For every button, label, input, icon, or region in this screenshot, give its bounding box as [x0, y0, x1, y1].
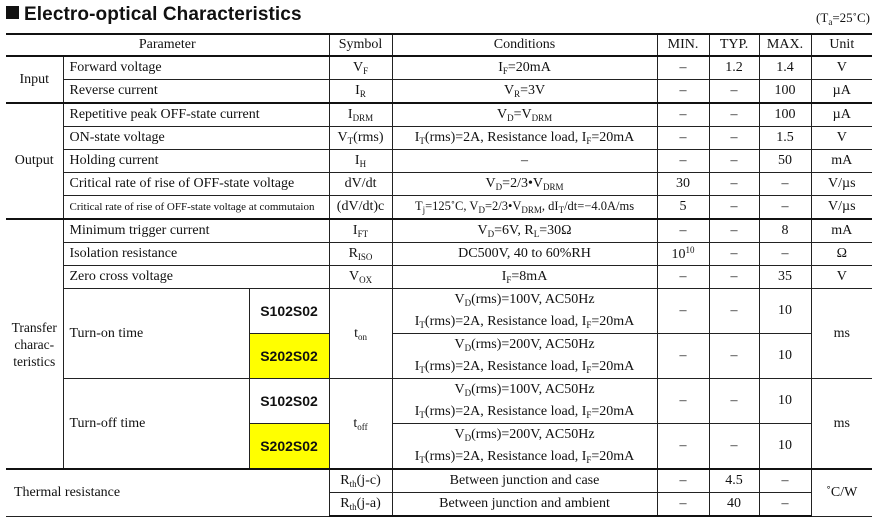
- table-row: S202S02 $V_D(rms)=200V$, AC50Hz – – 10: [6, 424, 872, 447]
- table-row: $I_T(rms)=2A$, Resistance load, $I_F=20mA$: [6, 356, 872, 379]
- min-cell: $10^{10}$: [657, 243, 709, 266]
- table-row: $I_T(rms)=2A$, Resistance load, $I_F=20mA$: [6, 446, 872, 469]
- device-s102s02: S102S02: [249, 289, 329, 334]
- symbol-cell: $t_{off}$: [329, 379, 392, 470]
- table-row: $I_T(rms)=2A$, Resistance load, $I_F=20mA$: [6, 401, 872, 424]
- conditions-cell: $V_D=6V$, $R_L=30\Omega$: [392, 219, 657, 243]
- symbol-cell: $I_R$: [329, 80, 392, 104]
- group-thermal: Thermal resistance: [6, 469, 329, 516]
- group-output: Output: [6, 103, 63, 219]
- symbol-cell: $I_H$: [329, 150, 392, 173]
- table-row: S202S02 $V_D(rms)=200V$, AC50Hz – – 10: [6, 334, 872, 357]
- table-row: Output Repetitive peak OFF-state current $I_{DRM}$ $V_D=V_{DRM}$ – – 100 µA: [6, 103, 872, 127]
- col-unit: Unit: [811, 34, 872, 56]
- col-typ: TYP.: [709, 34, 759, 56]
- col-parameter: Parameter: [6, 34, 329, 56]
- table-row: Isolation resistance $R_{ISO}$ DC500V, 40 to 60%RH $10^{10}$ – – Ω: [6, 243, 872, 266]
- conditions-cell: $T_j=125˚C$, $V_D=2/3•V_{DRM}$, $dI_T/dt=-4.0A/ms$: [392, 196, 657, 220]
- conditions-cell: $V_D=2/3•V_{DRM}$: [392, 173, 657, 196]
- device-s202s02: S202S02: [249, 424, 329, 470]
- device-s102s02: S102S02: [249, 379, 329, 424]
- table-row: Turn-on time S102S02 $t_{on}$ $V_D(rms)=100V$, AC50Hz – – 10 ms: [6, 289, 872, 312]
- symbol-cell: $V_{OX}$: [329, 266, 392, 289]
- table-row: Reverse current $I_R$ $V_R=3V$ – – 100 µA: [6, 80, 872, 104]
- symbol-cell: $I_{DRM}$: [329, 103, 392, 127]
- table-row: Input Forward voltage $V_F$ $I_F=20mA$ – 1.2 1.4 V: [6, 56, 872, 80]
- symbol-cell: $R_{th}(j-c)$: [329, 469, 392, 493]
- symbol-cell: $V_T(rms)$: [329, 127, 392, 150]
- table-row: $I_T(rms)=2A$, Resistance load, $I_F=20mA$: [6, 311, 872, 334]
- section-title: Electro-optical Characteristics: [6, 4, 302, 26]
- col-conditions: Conditions: [392, 34, 657, 56]
- conditions-cell: $V_R=3V$: [392, 80, 657, 104]
- header-row: [6, 34, 872, 56]
- table-row: Holding current $I_H$ – – – 50 mA: [6, 150, 872, 173]
- symbol-cell: $I_{FT}$: [329, 219, 392, 243]
- group-input: Input: [6, 56, 63, 103]
- conditions-cell: $I_F=8mA$: [392, 266, 657, 289]
- symbol-cell: $t_{on}$: [329, 289, 392, 379]
- table-row: Critical rate of rise of OFF-state voltage at commutaion (dV/dt)c $T_j=125˚C$, $V_D=2/3•V_{DRM}$, $dI_T/dt=-4.0A/ms$ 5 – – V/µs: [6, 196, 872, 220]
- characteristics-table: [6, 33, 872, 517]
- symbol-cell: $R_{th}(j-a)$: [329, 493, 392, 517]
- conditions-cell: $I_T(rms)=2A$, Resistance load, $I_F=20mA$: [392, 127, 657, 150]
- conditions-cell: $I_F=20mA$: [392, 56, 657, 80]
- col-max: MAX.: [759, 34, 811, 56]
- conditions-cell: $V_D=V_{DRM}$: [392, 103, 657, 127]
- group-transfer: Transfer charac- teristics: [6, 219, 63, 469]
- table-row: Turn-off time S102S02 $t_{off}$ $V_D(rms)=100V$, AC50Hz – – 10 ms: [6, 379, 872, 402]
- square-bullet-icon: [6, 6, 19, 19]
- table-row: Transfer charac- teristics Minimum trigger current $I_{FT}$ $V_D=6V$, $R_L=30\Omega$ – – 8 mA: [6, 219, 872, 243]
- symbol-cell: $R_{ISO}$: [329, 243, 392, 266]
- symbol-cell: $V_F$: [329, 56, 392, 80]
- table-row: $R_{th}(j-a)$ Between junction and ambient – 40 –: [6, 493, 872, 517]
- col-symbol: Symbol: [329, 34, 392, 56]
- device-s202s02: S202S02: [249, 334, 329, 379]
- section-header: [6, 4, 872, 30]
- ambient-temperature-condition: $(T_a=25˚C)$: [816, 10, 870, 27]
- table-row: ON-state voltage $V_T(rms)$ $I_T(rms)=2A$, Resistance load, $I_F=20mA$ – – 1.5 V: [6, 127, 872, 150]
- table-row: Thermal resistance $R_{th}(j-c)$ Between junction and case – 4.5 – ˚C/W: [6, 469, 872, 493]
- table-row: Zero cross voltage $V_{OX}$ $I_F=8mA$ – – 35 V: [6, 266, 872, 289]
- col-min: MIN.: [657, 34, 709, 56]
- table-row: Critical rate of rise of OFF-state voltage dV/dt $V_D=2/3•V_{DRM}$ 30 – – V/µs: [6, 173, 872, 196]
